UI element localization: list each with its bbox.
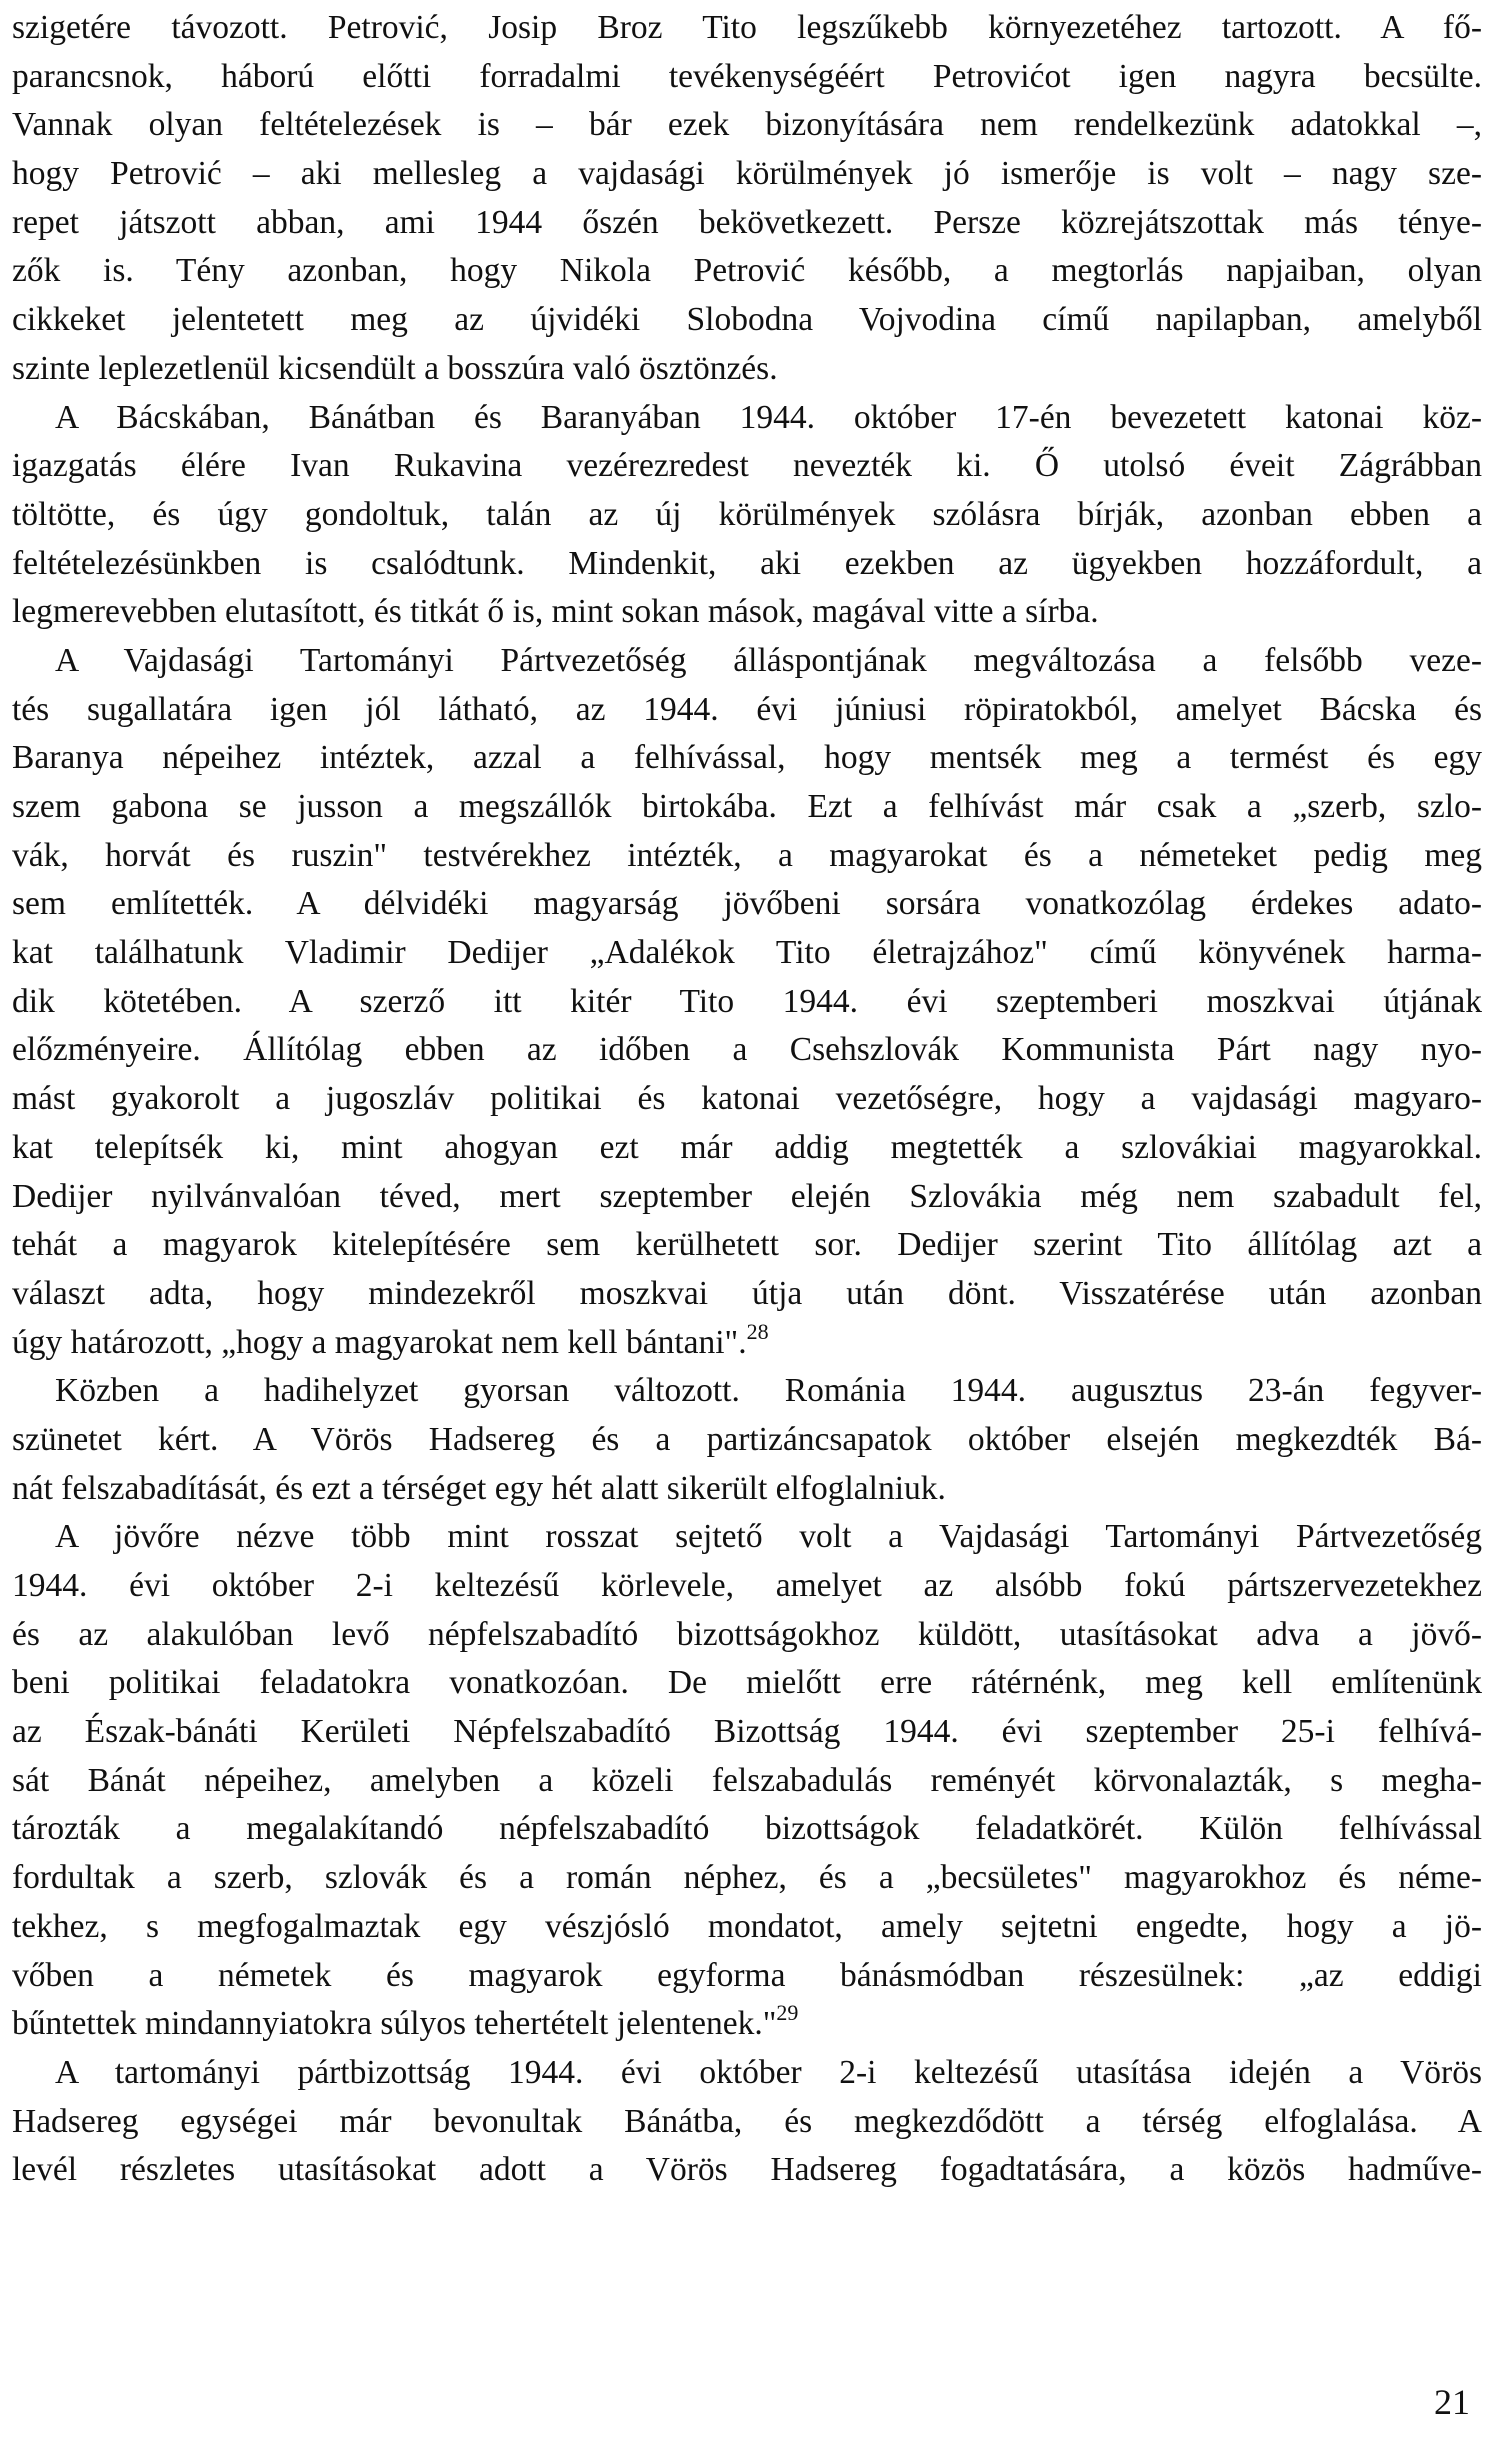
text-line-content: tározták a megalakítandó népfelszabadító bizottságok feladatkörét. Külön felhívással [12, 1810, 1482, 1848]
page-number: 21 [1434, 2382, 1470, 2422]
text-line [12, 1903, 1482, 1952]
footnote-reference: 28 [746, 1318, 769, 1344]
text-line [12, 783, 1482, 832]
text-line-content: feltételezésünkben is csalódtunk. Mindenkit, aki ezekben az ügyekben hozzáfordult, a [12, 544, 1482, 582]
text-line-content: Baranya népeihez intéztek, azzal a felhívással, hogy mentsék meg a termést és egy [12, 739, 1482, 777]
text-line-content: szem gabona se jusson a megszállók birtokába. Ezt a felhívást már csak a „szerb, szlo- [12, 788, 1482, 825]
text-line-content: vák, horvát és ruszin" testvérekhez intézték, a magyarokat és a németeket pedig meg [12, 836, 1482, 874]
text-line [12, 2000, 1482, 2049]
text-line [12, 1611, 1482, 1660]
text-line-content: levél részletes utasításokat adott a Vörös Hadsereg fogadtatására, a közös hadműve- [12, 2151, 1482, 2189]
text-line-content: szinte leplezetlenül kicsendült a bosszúra való ösztönzés. [12, 349, 778, 387]
text-line-content: tehát a magyarok kitelepítésére sem kerülhetett sor. Dedijer szerint Tito állítólag azt a [12, 1226, 1482, 1264]
text-line [12, 1513, 1482, 1562]
text-line [12, 53, 1482, 102]
text-line-content: Hadsereg egységei már bevonultak Bánátba, és megkezdődött a térség elfoglalása. A [12, 2102, 1482, 2140]
text-line [12, 929, 1482, 978]
text-line [12, 1416, 1482, 1465]
text-line-content: sát Bánát népeihez, amelyben a közeli felszabadulás reményét körvonalazták, s megha- [12, 1761, 1482, 1799]
text-line-content: nát felszabadítását, és ezt a térséget egy hét alatt sikerült elfoglalniuk. [12, 1469, 946, 1507]
text-line [12, 4, 1482, 53]
text-line [12, 442, 1482, 491]
text-line-content: cikkeket jelentetett meg az újvidéki Slobodna Vojvodina című napilapban, amelyből [12, 301, 1482, 339]
text-line [12, 832, 1482, 881]
text-line [12, 394, 1482, 443]
text-line [12, 247, 1482, 296]
text-line [12, 491, 1482, 540]
text-line [12, 1952, 1482, 2001]
text-line-content: bűntettek mindannyiatokra súlyos tehertételt jelentenek." [12, 2005, 777, 2043]
text-line-content: A Bácskában, Bánátban és Baranyában 1944. október 17-én bevezetett katonai köz- [55, 398, 1482, 436]
text-line-content: előzményeire. Állítólag ebben az időben a Csehszlovák Kommunista Párt nagy nyo- [12, 1031, 1482, 1069]
text-line [12, 1465, 1482, 1514]
text-line-content: 1944. évi október 2-i keltezésű körlevele, amelyet az alsóbb fokú pártszervezetekhez [12, 1567, 1482, 1604]
text-line-content: kat telepítsék ki, mint ahogyan ezt már addig megtették a szlovákiai magyarokkal. [12, 1128, 1482, 1166]
text-line [12, 101, 1482, 150]
text-line [12, 345, 1482, 394]
text-line-content: úgy határozott, „hogy a magyarokat nem kell bántani". [12, 1323, 747, 1361]
text-line-content: repet játszott abban, ami 1944 őszén bekövetkezett. Persze közrejátszottak más ténye- [12, 203, 1482, 241]
text-line-content: Dedijer nyilvánvalóan téved, mert szeptember elején Szlovákia még nem szabadult fel, [12, 1177, 1482, 1215]
text-line [12, 1221, 1482, 1270]
text-line [12, 2146, 1482, 2195]
text-line-content: tekhez, s megfogalmaztak egy vészjósló mondatot, amely sejtetni engedte, hogy a jö- [12, 1907, 1482, 1945]
text-line [12, 1805, 1482, 1854]
text-line [12, 1708, 1482, 1757]
text-line [12, 540, 1482, 589]
text-line [12, 199, 1482, 248]
text-line [12, 1026, 1482, 1075]
text-line [12, 1562, 1482, 1611]
text-line [12, 734, 1482, 783]
text-line-content: A Vajdasági Tartományi Pártvezetőség álláspontjának megváltozása a felsőbb veze- [55, 641, 1482, 679]
text-line-content: szünetet kért. A Vörös Hadsereg és a partizáncsapatok október elsején megkezdték Bá- [12, 1420, 1482, 1458]
text-line-content: vőben a németek és magyarok egyforma bánásmódban részesülnek: „az eddigi [12, 1956, 1482, 1994]
text-line [12, 1124, 1482, 1173]
text-line [12, 1757, 1482, 1806]
body-text [12, 4, 1482, 2195]
text-line [12, 2098, 1482, 2147]
text-line-content: parancsnok, háború előtti forradalmi tevékenységéért Petrovićot igen nagyra becsülte. [12, 57, 1482, 95]
text-line-content: legmerevebben elutasított, és titkát ő is, mint sokan mások, magával vitte a sírba. [12, 593, 1099, 631]
text-line-content: az Észak-bánáti Kerületi Népfelszabadító Bizottság 1944. évi szeptember 25-i felhívá- [12, 1713, 1482, 1751]
text-line-content: igazgatás élére Ivan Rukavina vezérezredest nevezték ki. Ő utolsó éveit Zágrábban [12, 447, 1482, 485]
text-line-content: Vannak olyan feltételezések is – bár ezek bizonyítására nem rendelkezünk adatokkal –, [12, 106, 1482, 144]
text-line [12, 1075, 1482, 1124]
text-line-content: szigetére távozott. Petrović, Josip Broz Tito legszűkebb környezetéhez tartozott. A fő- [12, 9, 1482, 46]
text-line-content: zők is. Tény azonban, hogy Nikola Petrović később, a megtorlás napjaiban, olyan [12, 252, 1482, 290]
text-line [12, 588, 1482, 637]
text-line-content: fordultak a szerb, szlovák és a román néphez, és a „becsületes" magyarokhoz és néme- [12, 1859, 1482, 1897]
text-line [12, 637, 1482, 686]
text-line-content: kat találhatunk Vladimir Dedijer „Adalékok Tito életrajzához" című könyvének harma- [12, 934, 1482, 972]
text-line [12, 1173, 1482, 1222]
text-line [12, 1367, 1482, 1416]
text-line-content: hogy Petrović – aki mellesleg a vajdasági körülmények jó ismerője is volt – nagy sze- [12, 155, 1482, 193]
text-line [12, 1659, 1482, 1708]
text-line [12, 978, 1482, 1027]
text-line [12, 150, 1482, 199]
text-line-content: tés sugallatára igen jól látható, az 1944. évi júniusi röpiratokból, amelyet Bácska és [12, 690, 1482, 728]
text-line [12, 2049, 1482, 2098]
text-line-content: mást gyakorolt a jugoszláv politikai és katonai vezetőségre, hogy a vajdasági magyaro- [12, 1080, 1482, 1118]
text-line-content: A tartományi pártbizottság 1944. évi október 2-i keltezésű utasítása idején a Vörös [55, 2053, 1482, 2091]
text-line [12, 1319, 1482, 1368]
text-line [12, 296, 1482, 345]
text-line-content: dik kötetében. A szerző itt kitér Tito 1944. évi szeptemberi moszkvai útjának [12, 982, 1482, 1020]
text-line-content: választ adta, hogy mindezekről moszkvai útja után dönt. Visszatérése után azonban [12, 1274, 1482, 1312]
text-line [12, 880, 1482, 929]
footnote-reference: 29 [776, 2000, 799, 2026]
text-line-content: töltötte, és úgy gondoltuk, talán az új körülmények szólásra bírják, azonban ebben a [12, 495, 1482, 533]
text-line [12, 1270, 1482, 1319]
text-line-content: sem említették. A délvidéki magyarság jövőbeni sorsára vonatkozólag érdekes adato- [12, 885, 1482, 923]
text-line-content: és az alakulóban levő népfelszabadító bizottságokhoz küldött, utasításokat adva a jövő- [12, 1615, 1482, 1653]
text-line-content: Közben a hadihelyzet gyorsan változott. Románia 1944. augusztus 23-án fegyver- [55, 1372, 1482, 1410]
text-line [12, 686, 1482, 735]
text-line [12, 1854, 1482, 1903]
text-line-content: beni politikai feladatokra vonatkozóan. De mielőtt erre rátérnénk, meg kell említenünk [12, 1664, 1482, 1702]
text-line-content: A jövőre nézve több mint rosszat sejtető volt a Vajdasági Tartományi Pártvezetőség [55, 1518, 1482, 1556]
